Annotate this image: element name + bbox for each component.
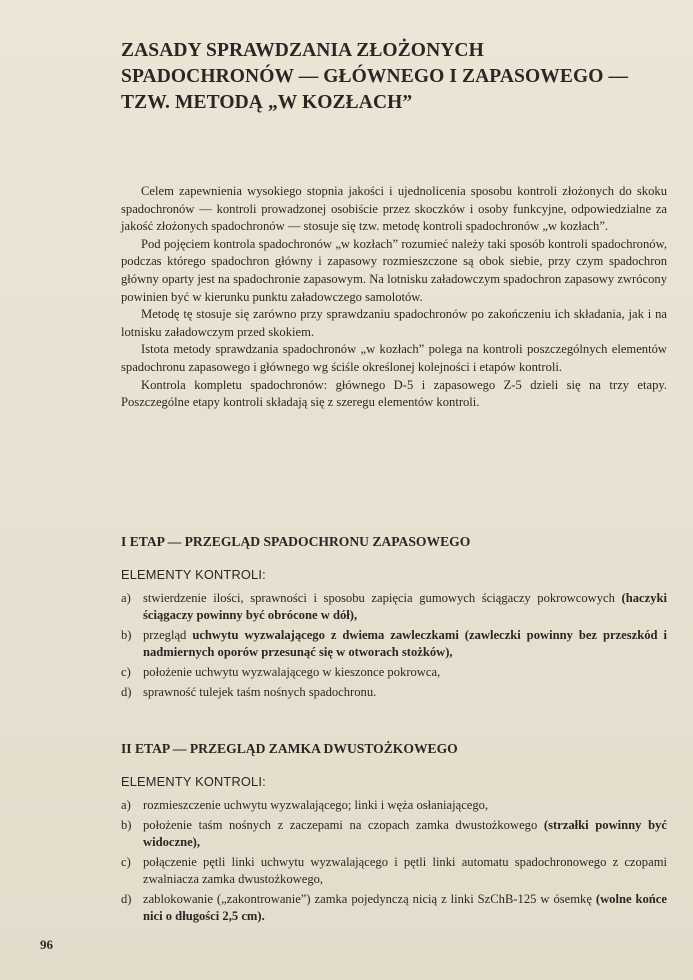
stage1-heading: I ETAP — PRZEGLĄD SPADOCHRONU ZAPASOWEGO	[121, 534, 471, 549]
list-item: b) położenie taśm nośnych z zaczepami na czopach zamka dwustożkowego (strzałki powinny być widoczne),	[121, 818, 667, 849]
stage2-heading: II ETAP — PRZEGLĄD ZAMKA DWUSTOŻKOWEGO	[121, 741, 458, 756]
stage1-elements-label: ELEMENTY KONTROLI:	[121, 567, 266, 582]
stage2-list	[121, 797, 667, 928]
list-item: d) sprawność tulejek taśm nośnych spadochronu.	[121, 685, 377, 699]
intro-text	[121, 183, 667, 412]
intro-paragraph: Metodę tę stosuje się zarówno przy sprawdzaniu spadochronów po zakończeniu ich składania, jak i na lotnisku załadowczym przed skokiem.	[121, 307, 667, 339]
page-number: 96	[40, 937, 53, 952]
stage2-elements-label: ELEMENTY KONTROLI:	[121, 774, 266, 789]
intro-paragraph: Pod pojęciem kontrola spadochronów „w kozłach” rozumieć należy taki sposób kontroli spadochronów, podczas którego spadochron główny i zapasowy rozmieszczone są obok siebie, przy czym spadochron główny oparty jest na spadochronie zapasowym. Na lotnisku załadowczym spadochron zapasowy zwrócony powinien być w kierunku punktu załadowczego samolotów.	[121, 236, 667, 304]
intro-paragraph: Istota metody sprawdzania spadochronów „w kozłach” polega na kontroli poszczególnych elementów spadochronu zapasowego i głównego wg ściśle określonej kolejności i etapów kontroli.	[121, 342, 667, 374]
list-item: d) zablokowanie („zakontrowanie”) zamka pojedynczą nicią z linki SzChB-125 w ósemkę (wolne końce nici o długości 2,5 cm).	[121, 892, 667, 923]
list-item: b) przegląd uchwytu wyzwalającego z dwiema zawleczkami (zawleczki powinny bez przeszkód i nadmiernych oporów przesunąć się w otworach stożków),	[121, 628, 667, 659]
title-line: ZASADY SPRAWDZANIA ZŁOŻONYCH	[121, 40, 484, 61]
page-title	[121, 38, 661, 116]
intro-paragraph: Kontrola kompletu spadochronów: głównego D-5 i zapasowego Z-5 dzieli się na trzy etapy. Poszczególne etapy kontroli składają się z szeregu elementów kontroli.	[121, 377, 667, 410]
list-item: a) rozmieszczenie uchwytu wyzwalającego; linki i węża osłaniającego,	[121, 798, 489, 812]
list-item: c) położenie uchwytu wyzwalającego w kieszonce pokrowca,	[121, 665, 441, 679]
title-line: SPADOCHRONÓW — GŁÓWNEGO I ZAPASOWEGO —	[121, 66, 629, 87]
list-item: a) stwierdzenie ilości, sprawności i sposobu zapięcia gumowych ściągaczy pokrowcowych (haczyki ściągaczy powinny być obrócone w dół),	[121, 591, 667, 622]
title-line: TZW. METODĄ „W KOZŁACH”	[121, 92, 413, 113]
list-item: c) połączenie pętli linki uchwytu wyzwalającego i pętli linki automatu spadochronowego z czopami zwalniacza zamka dwustożkowego,	[121, 855, 667, 886]
intro-paragraph: Celem zapewnienia wysokiego stopnia jakości i ujednolicenia sposobu kontroli złożonych do skoku spadochronów — kontroli prowadzonej osobiście przez skoczków i osoby funkcyjne, odpowiedzialne za jakość złożonych spadochronów — stosuje się tzw. metodę kontroli spadochronów „w kozłach”.	[121, 184, 667, 234]
stage1-list	[121, 590, 667, 704]
